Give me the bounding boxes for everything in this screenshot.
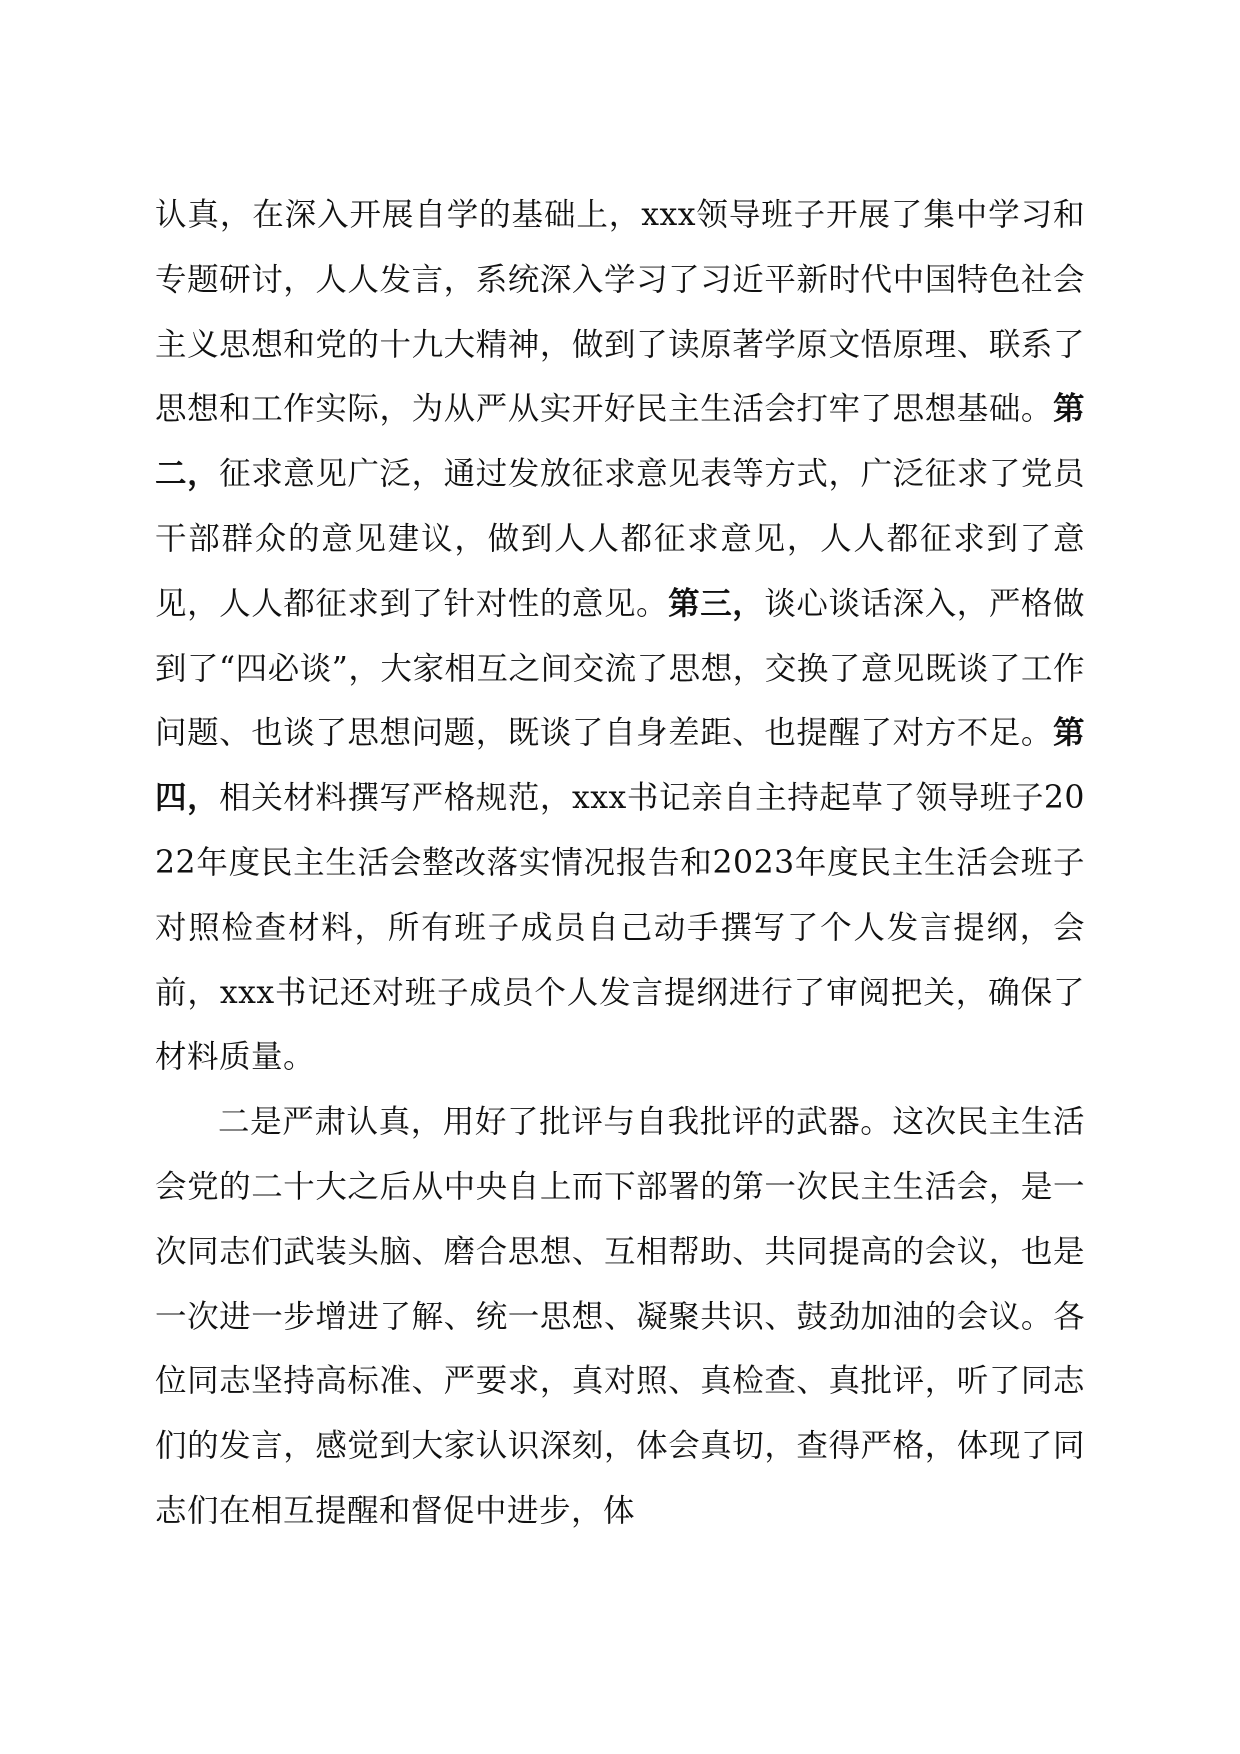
paragraph-text: 谈心谈话深入，严格做到了“四必谈”，大家相互之间交流了思想，交换了意见既谈了工作问题、也谈了思想问题，既谈了自身差距、也提醒了对方不足。 xyxy=(155,585,1085,752)
paragraph-text: 二是严肃认真，用好了批评与自我批评的武器。这次民主生活会党的二十大之后从中央自上而下部署的第一次民主生活会，是一次同志们武装头脑、磨合思想、互相帮助、共同提高的会议，也是一次进一步增进了解、统一思想、凝聚共识、鼓劲加油的会议。各位同志坚持高标准、严要求，真对照、真检查、真批评，听了同志们的发言，感觉到大家认识深刻，体会真切，查得严格，体现了同志们在相互提醒和督促中进步，体 xyxy=(155,1104,1085,1529)
document-body xyxy=(155,183,1085,1544)
bold-heading-fourth: 第四， xyxy=(155,714,1085,817)
paragraph-criticism-self-criticism xyxy=(155,1090,1085,1544)
paragraph-preparation-summary xyxy=(155,183,1085,1090)
bold-heading-third: 第三， xyxy=(668,584,765,622)
paragraph-text: 认真，在深入开展自学的基础上，xxx领导班子开展了集中学习和专题研讨，人人发言，系统深入学习了习近平新时代中国特色社会主义思想和党的十九大精神，做到了读原著学原文悟原理、联系了思想和工作实际，为从严从实开好民主生活会打牢了思想基础。 xyxy=(155,197,1085,428)
paragraph-text: 相关材料撰写严格规范，xxx书记亲自主持起草了领导班子2022年度民主生活会整改落实情况报告和2023年度民主生活会班子对照检查材料，所有班子成员自己动手撰写了个人发言提纲，会前，xxx书记还对班子成员个人发言提纲进行了审阅把关，确保了材料质量。 xyxy=(155,780,1085,1076)
paragraph-text: 征求意见广泛，通过发放征求意见表等方式，广泛征求了党员干部群众的意见建议，做到人人都征求意见，人人都征求到了意见，人人都征求到了针对性的意见。 xyxy=(155,456,1085,622)
bold-heading-second: 第二， xyxy=(155,390,1085,493)
